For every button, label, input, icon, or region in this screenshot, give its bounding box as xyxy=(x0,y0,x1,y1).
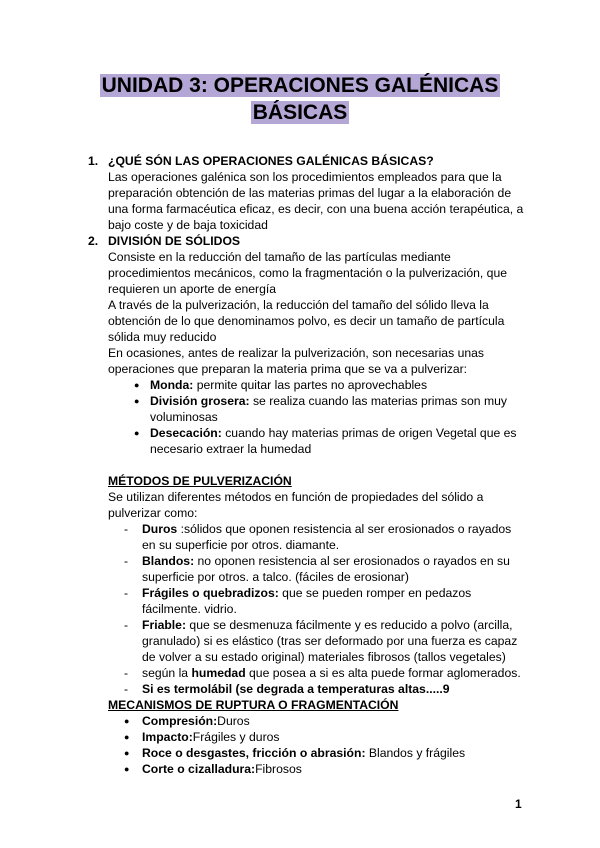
list-item: - Friable: que se desmenuza fácilmente y es reducido a polvo (arcilla, granulado) si es elástico (tras ser deformado por una fuerza es capaz de volver a su estado original) materiales fibrosos (tallos vegetales) xyxy=(124,617,528,665)
list-item: ● Corte o cizalladura:Fibrosos xyxy=(124,761,528,777)
list-item: ● Impacto:Frágiles y duros xyxy=(124,729,528,745)
list-item: - según la humedad que posea a si es alta puede formar aglomerados. xyxy=(124,665,528,681)
metodos-heading: MÉTODOS DE PULVERIZACIÓN xyxy=(108,474,292,488)
list-item: ● Monda: permite quitar las partes no aprovechables xyxy=(134,377,528,393)
page-number: 1 xyxy=(515,797,522,811)
list-item: ● Desecación: cuando hay materias primas de origen Vegetal que es necesario extraer la humedad xyxy=(134,425,528,457)
preparation-list xyxy=(88,377,528,457)
section-2-paragraph-1: Consiste en la reducción del tamaño de las partículas mediante procedimientos mecánicos, como la fragmentación o la pulverización, que requieren un aporte de energía xyxy=(108,250,508,296)
mecanismos-list xyxy=(88,713,528,777)
section-heading-2: 2. DIVISIÓN DE SÓLIDOS xyxy=(88,234,241,248)
page-title xyxy=(0,72,600,126)
list-item: - Blandos: no oponen resistencia al ser erosionados o rayados en su superficie por otros. a talco. (fáciles de erosionar) xyxy=(124,553,528,585)
list-item: ● Roce o desgastes, fricción o abrasión: Blandos y frágiles xyxy=(124,745,528,761)
section-2-paragraph-3: En ocasiones, antes de realizar la pulverización, son necesarias unas operaciones que preparan la materia prima que se va a pulverizar: xyxy=(108,346,484,376)
title-line-1: UNIDAD 3: OPERACIONES GALÉNICAS xyxy=(101,74,499,97)
section-heading-1: 1. ¿QUÉ SÓN LAS OPERACIONES GALÉNICAS BÁSICAS? xyxy=(88,154,434,168)
metodos-intro: Se utilizan diferentes métodos en función de propiedades del sólido a pulverizar como: xyxy=(108,490,484,520)
list-item: - Si es termolábil (se degrada a temperaturas altas.....9 xyxy=(124,681,528,697)
list-item: - Duros :sólidos que oponen resistencia al ser erosionados o rayados en su superficie por otros. diamante. xyxy=(124,521,528,553)
list-item: - Frágiles o quebradizos: que se pueden romper en pedazos fácilmente. vidrio. xyxy=(124,585,528,617)
mecanismos-heading: MECANISMOS DE RUPTURA O FRAGMENTACIÓN xyxy=(108,698,399,712)
title-line-2: BÁSICAS xyxy=(252,101,348,124)
list-item: ● División grosera: se realiza cuando las materias primas son muy voluminosas xyxy=(134,393,528,425)
document-body xyxy=(88,153,528,777)
section-2-paragraph-2: A través de la pulverización, la reducción del tamaño del sólido lleva la obtención de lo que denominamos polvo, es decir un tamaño de partícula sólida muy reducido xyxy=(108,298,505,344)
section-1-paragraph: Las operaciones galénica son los procedimientos empleados para que la preparación obtención de las materias primas del lugar a la elaboración de una forma farmacéutica eficaz, es decir, con una buena acción terapéutica, a bajo coste y de baja toxicidad xyxy=(108,170,524,232)
metodos-list xyxy=(88,521,528,697)
list-item: ● Compresión:Duros xyxy=(124,713,528,729)
